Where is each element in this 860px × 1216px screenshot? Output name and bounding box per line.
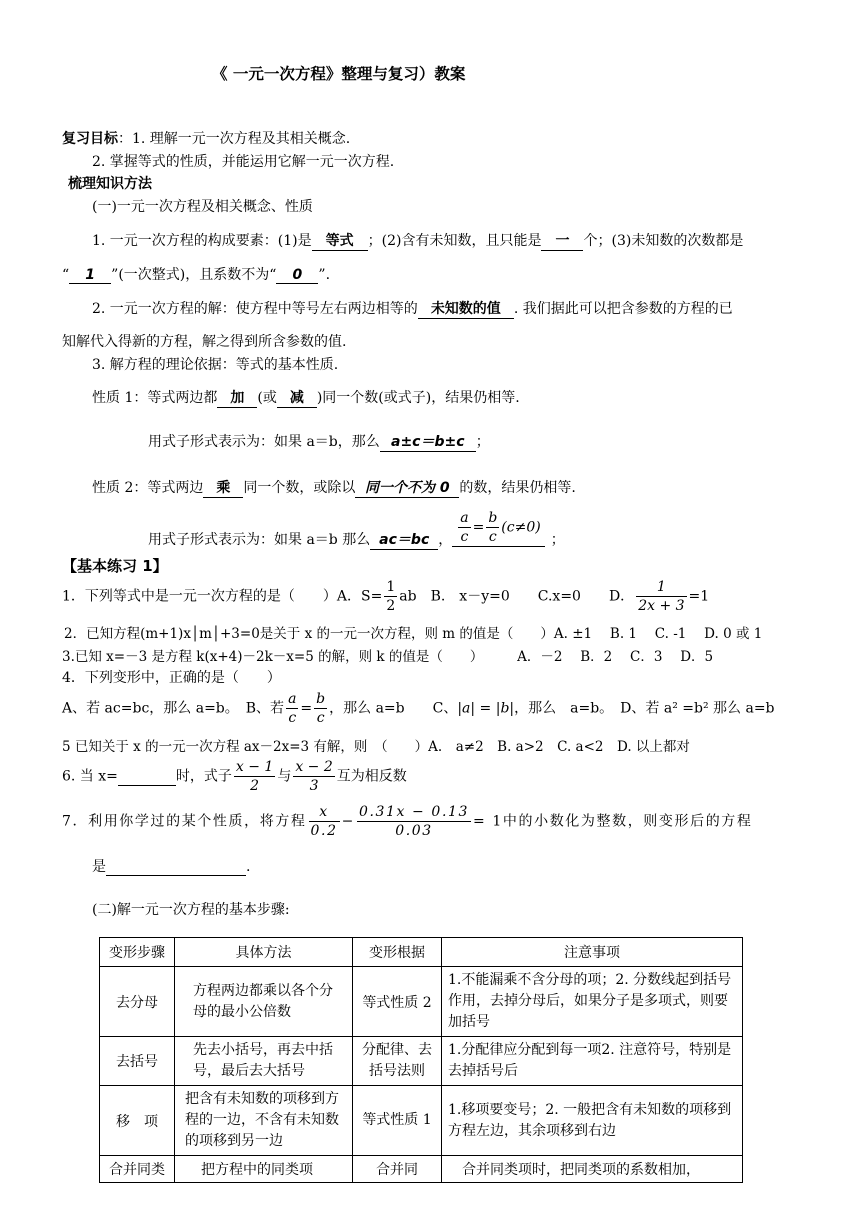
table-cell: 1.不能漏乘不含分母的项；2. 分数线起到括号作用，去掉分母后，如果分子是多项式，则要加括号 bbox=[442, 967, 743, 1037]
blank-answer: a±c＝b±c bbox=[380, 431, 476, 452]
table-cell: 等式性质 1 bbox=[353, 1086, 442, 1156]
text: ，那么 a=b C、 bbox=[329, 700, 458, 717]
property-1 bbox=[92, 387, 520, 408]
question-7: 7．利用你学过的某个性质，将方程 $\frac{x}{0.2}$ − $\frac{0.31x - 0.13}{0.03}$ = 1中的小数化为整数，则变形后的方程 bbox=[62, 804, 753, 839]
table-cell: 去分母 bbox=[100, 967, 175, 1037]
text: 互为相反数 bbox=[336, 768, 407, 785]
point-2-line-1 bbox=[92, 298, 733, 319]
table-row bbox=[100, 1156, 743, 1183]
section-heading: 梳理知识方法 bbox=[68, 176, 152, 192]
text: ； bbox=[475, 434, 490, 450]
text: 2. 一元一次方程的解：使方程中等号左右两边相等的 bbox=[92, 301, 418, 317]
question-4: 4．下列变形中，正确的是（ ） bbox=[62, 670, 281, 686]
text: 1．下列等式中是一元一次方程的是（ ）A．S= bbox=[62, 588, 383, 605]
point-2-line-2: 知解代入得新的方程，解之得到所含参数的值. bbox=[62, 334, 347, 350]
text: 7．利用你学过的某个性质，将方程 bbox=[62, 813, 307, 830]
table-row bbox=[100, 1086, 743, 1156]
goal-1: 1. 理解一元一次方程及其相关概念. bbox=[132, 131, 351, 147]
question-5: 5 已知关于 x 的一元一次方程 ax－2x=3 有解，则 （ ）A. a≠2 B. a>2 C. a<2 D. 以上都对 bbox=[62, 739, 690, 755]
property-1-formula bbox=[148, 431, 490, 452]
blank-answer: 减 bbox=[277, 387, 317, 408]
text: . bbox=[246, 859, 251, 875]
point-3: 3. 解方程的理论依据：等式的基本性质. bbox=[92, 357, 339, 373]
text: 用式子形式表示为：如果 a＝b 那么 bbox=[148, 531, 371, 548]
text: 的数，结果仍相等. bbox=[459, 480, 576, 496]
table-row bbox=[100, 1037, 743, 1086]
blank-answer: $\frac{a}{c}$ = $\frac{b}{c}$ (c≠0) bbox=[452, 509, 544, 547]
text: ；(2)含有未知数，且只能是 bbox=[367, 233, 542, 249]
blank-answer: ac＝bc bbox=[370, 529, 438, 550]
question-7-answer bbox=[92, 856, 250, 876]
fraction: $\frac{a}{c}$ bbox=[460, 510, 469, 545]
fraction: $\frac{b}{c}$ bbox=[316, 691, 326, 726]
text: (或 bbox=[257, 390, 277, 406]
text: 6. 当 x= bbox=[62, 768, 118, 785]
text: )同一个数(或式子)，结果仍相等. bbox=[316, 390, 520, 406]
answer-blank[interactable] bbox=[118, 769, 176, 786]
question-6 bbox=[62, 758, 407, 795]
text: 用式子形式表示为：如果 a＝b，那么 bbox=[148, 434, 380, 450]
table-cell: 把含有未知数的项移到方程的一边，不含有未知数的项移到另一边 bbox=[175, 1086, 353, 1156]
blank-answer: 0 bbox=[276, 267, 318, 284]
text: 同一个数，或除以 bbox=[243, 480, 356, 496]
point-1-line-1 bbox=[92, 230, 743, 251]
text: ”. bbox=[318, 267, 331, 283]
blank-answer: 同一个不为 0 bbox=[355, 477, 459, 498]
text: = 1 bbox=[473, 813, 503, 830]
question-2: 2．已知方程(m+1)x│m│+3=0是关于 x 的一元一次方程，则 m 的值是（ ）A. ±1 B. 1 C. -1 D. 0 或 1 bbox=[64, 626, 763, 642]
blank-answer: 加 bbox=[217, 387, 257, 408]
table-cell: 方程两边都乘以各个分母的最小公倍数 bbox=[175, 967, 353, 1037]
question-3: 3.已知 x=－3 是方程 k(x+4)－2k－x=5 的解，则 k 的值是（ ） A．－2 B．2 C．3 D．5 bbox=[62, 649, 714, 665]
fraction: $\frac{x - 1}{2}$ bbox=[235, 759, 274, 794]
property-2 bbox=[92, 477, 576, 498]
fraction: $\frac{1}{2x + 3}$ bbox=[638, 579, 685, 614]
text: 中的小数化为整数，则变形后的方程 bbox=[502, 813, 753, 830]
text: 性质 2：等式两边 bbox=[92, 480, 204, 496]
table-cell: 移 项 bbox=[100, 1086, 175, 1156]
table-cell: 1.移项要变号；2. 一般把含有未知数的项移到方程左边，其余项移到右边 bbox=[442, 1086, 743, 1156]
text: A、若 ac=bc，那么 a=b。 B、若 bbox=[62, 700, 285, 717]
blank-answer: 未知数的值 bbox=[418, 298, 514, 319]
text: ； bbox=[550, 531, 565, 548]
table-cell: 合并同类项时，把同类项的系数相加， bbox=[442, 1156, 743, 1183]
answer-blank[interactable] bbox=[106, 859, 246, 876]
table-header: 具体方法 bbox=[175, 938, 353, 967]
blank-answer: 等式 bbox=[312, 230, 368, 251]
practice-heading: 【基本练习 1】 bbox=[62, 557, 168, 575]
text: 个；(3)未知数的次数都是 bbox=[583, 233, 744, 249]
fraction: $\frac{a}{c}$ bbox=[288, 691, 297, 726]
blank-answer: 1 bbox=[69, 267, 111, 284]
table-cell: 分配律、去括号法则 bbox=[353, 1037, 442, 1086]
fraction: $\frac{x - 2}{3}$ bbox=[295, 759, 333, 794]
table-cell: 把方程中的同类项 bbox=[175, 1156, 353, 1183]
text: ab B. x－y=0 C.x=0 D． bbox=[399, 588, 635, 605]
fraction: $\frac{x}{0.2}$ bbox=[310, 804, 338, 839]
table-row bbox=[100, 967, 743, 1037]
goal-line-1: 复习目标：1. 理解一元一次方程及其相关概念. bbox=[62, 131, 351, 147]
steps-table bbox=[99, 937, 743, 1183]
point-1-line-2 bbox=[62, 264, 330, 284]
text: =1 bbox=[688, 588, 710, 605]
subsection-2: (二)解一元一次方程的基本步骤: bbox=[92, 902, 290, 918]
text: 时，式子 bbox=[175, 768, 232, 785]
text: 1. 一元一次方程的构成要素：(1)是 bbox=[92, 233, 312, 249]
text: ，那么 a=b。 D、若 a² =b² 那么 a=b bbox=[514, 700, 775, 717]
text: ”(一次整式)，且系数不为“ bbox=[111, 267, 277, 283]
table-cell: 合并同类 bbox=[100, 1156, 175, 1183]
fraction: $\frac{0.31x - 0.13}{0.03}$ bbox=[358, 804, 470, 839]
text: ， bbox=[438, 531, 453, 548]
table-header: 变形步骤 bbox=[100, 938, 175, 967]
table-cell: 等式性质 2 bbox=[353, 967, 442, 1037]
table-cell: 合并同 bbox=[353, 1156, 442, 1183]
table-cell: 去括号 bbox=[100, 1037, 175, 1086]
fraction: $\frac{1}{2}$ bbox=[386, 579, 396, 614]
blank-answer: 一 bbox=[541, 230, 583, 251]
question-4-options: A、若 ac=bc，那么 a=b。 B、若 $\frac{a}{c}$ = $\frac{b}{c}$ ，那么 a=b C、|a| = |b|，那么 a=b。 D、若 a² =b² 那么 a=b bbox=[62, 691, 775, 726]
text: . 我们据此可以把含参数的方程的已 bbox=[513, 301, 733, 317]
goals-label: 复习目标 bbox=[62, 131, 118, 147]
text: 与 bbox=[277, 768, 292, 785]
page-title: 《 一元一次方程》整理与复习）教案 bbox=[212, 65, 466, 83]
table-cell: 1.分配律应分配到每一项2. 注意符号，特别是去掉括号后 bbox=[442, 1037, 743, 1086]
abs-equation: |a| = |b| bbox=[457, 700, 515, 717]
blank-answer: 乘 bbox=[203, 477, 243, 498]
text: 性质 1：等式两边都 bbox=[92, 390, 218, 406]
table-header-row bbox=[100, 938, 743, 967]
table-cell: 先去小括号，再去中括号，最后去大括号 bbox=[175, 1037, 353, 1086]
property-2-formula bbox=[148, 509, 565, 547]
text: “ bbox=[62, 267, 70, 283]
subsection-1: (一)一元一次方程及相关概念、性质 bbox=[92, 199, 313, 215]
text: 是 bbox=[92, 859, 106, 875]
question-1 bbox=[62, 578, 709, 615]
fraction: $\frac{b}{c}$ bbox=[488, 510, 498, 545]
goal-2: 2. 掌握等式的性质，并能运用它解一元一次方程. bbox=[92, 154, 395, 170]
table-header: 变形根据 bbox=[353, 938, 442, 967]
table-header: 注意事项 bbox=[442, 938, 743, 967]
